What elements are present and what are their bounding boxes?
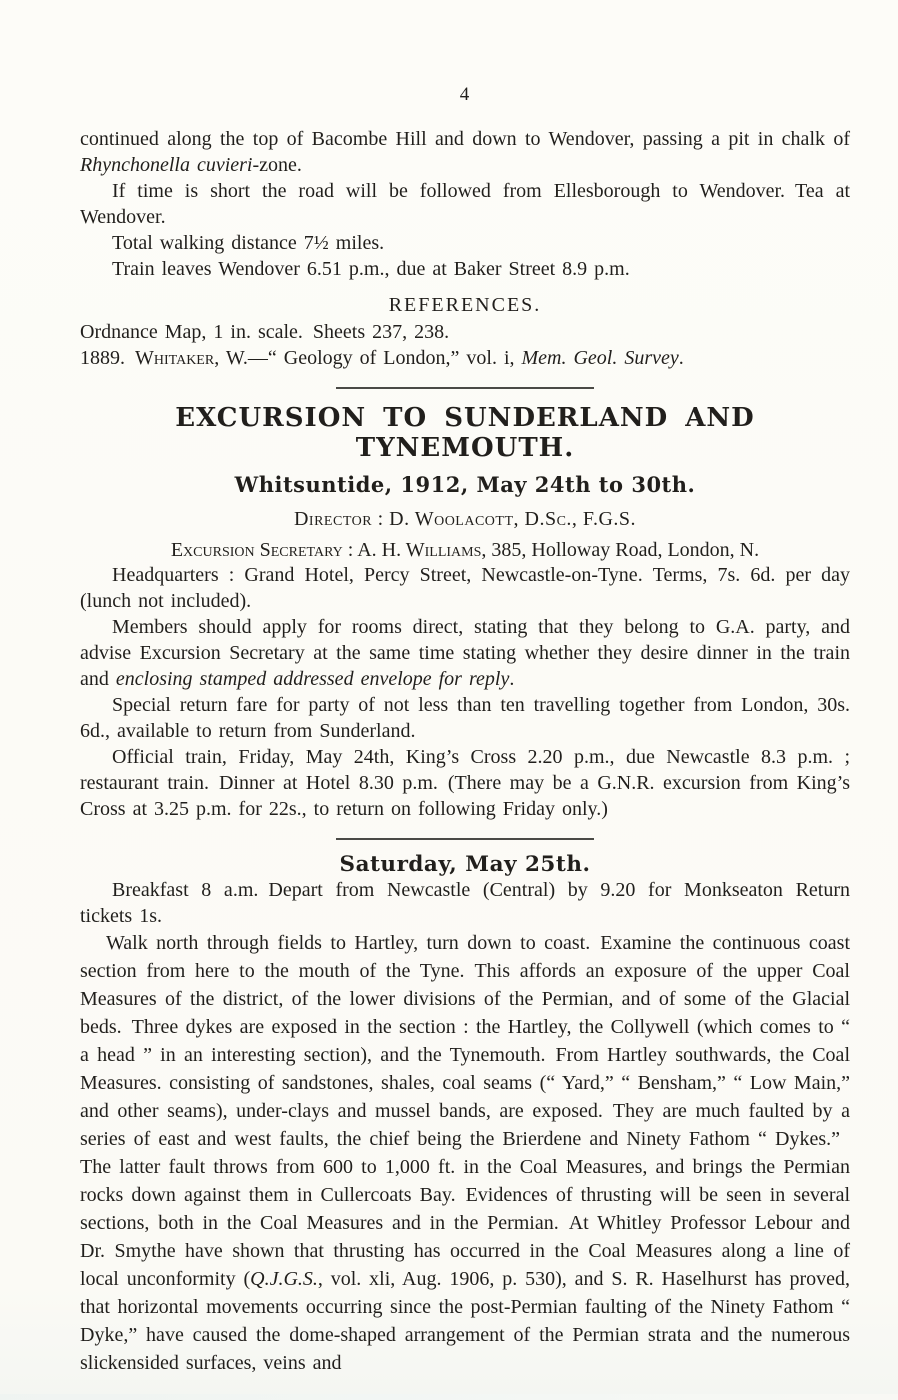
paragraph-train-times: Train leaves Wendover 6.51 p.m., due at Baker Street 8.9 p.m.: [112, 258, 630, 280]
paragraph-breakfast: Breakfast 8 a.m. Depart from Newcastle (Central) by 9.20 for Monkseaton Return tickets 1s.: [80, 879, 850, 927]
text-run: .: [678, 347, 684, 369]
saturday-heading: Saturday, May 25th.: [339, 852, 591, 877]
excursion-subtitle: Whitsuntide, 1912, May 24th to 30th.: [234, 472, 696, 497]
page-number: 4: [459, 84, 471, 105]
excursion-title: EXCURSION TO SUNDERLAND AND TYNEMOUTH.: [175, 403, 755, 463]
text-run: Walk north through fields to Hartley, turn down to coast. Examine the continuous coast section from here to the mouth of the Tyne. This affords an exposure of the upper Coal Measures of the district, of the lower divisions of the Permian, and of some of the Glacial beds. Three dykes are exposed in the section : the Hartley, the Collywell (which comes to “ a head ” in an interesting section), and the Tynemouth. From Hartley southwards, the Coal Measures. consisting of sandstones, shales, coal seams (“ Yard,” “ Bensham,” “ Low Main,” and other seams), under-clays and mussel bands, are exposed. They are much faulted by a series of east and west faults, the chief being the Brierdene and Ninety Fathom “ Dykes.” The latter fault throws from 600 to 1,000 ft. in the Coal Measures, and brings the Permian rocks down against them in Cullercoats Bay. Evidences of thrusting will be seen in several sections, both in the Coal Measures and in the Permian. At Whitley Professor Lebour and Dr. Smythe have shown that thrusting has occurred in the Coal Measures along a line of local unconformity (: [80, 932, 850, 1290]
paragraph-return-fare: Special return fare for party of not less than ten travelling together from London, 30s. 6d., available to return from Sunderland.: [80, 694, 850, 742]
reference-entry-map: Ordnance Map, 1 in. scale. Sheets 237, 238.: [80, 321, 450, 343]
paragraph-if-time: If time is short the road will be followed from Ellesborough to Wendover. Tea at Wendover.: [80, 180, 850, 228]
section-divider: [336, 387, 594, 389]
section-divider: [336, 838, 594, 840]
secretary-name: Excursion Secretary : A. H. Williams,: [170, 539, 487, 561]
paragraph-intro-continuation: [80, 126, 850, 178]
paragraph-walk-description: [80, 929, 850, 1377]
paragraph-headquarters: Headquarters : Grand Hotel, Percy Street, Newcastle-on-Tyne. Terms, 7s. 6d. per day (lunch not included).: [80, 564, 850, 612]
text-run: —“ Geology of London,” vol. i,: [247, 347, 522, 369]
director-line: Director : D. Woolacott, D.Sc., F.G.S.: [293, 508, 637, 530]
paragraph-members: [80, 614, 850, 692]
text-column: [80, 84, 850, 1377]
reference-author: Whitaker, W.: [135, 347, 248, 369]
secretary-address: 385, Holloway Road, London, N.: [486, 539, 760, 561]
text-run: , vol. xli, Aug. 1906, p. 530), and S. R. Haselhurst has proved, that horizontal movements occurring since the post-Permian faulting of the Ninety Fathom “ Dyke,” have caused the dome-shaped arrangement of the Permian strata and the numerous slickensided surfaces, veins and: [80, 1268, 850, 1374]
reference-entry-whitaker: [80, 345, 850, 371]
reference-year: 1889.: [80, 347, 135, 369]
text-run: continued along the top of Bacombe Hill and down to Wendover, passing a pit in chalk of: [80, 128, 850, 150]
italic-instruction: enclosing stamped addressed envelope for reply: [115, 668, 510, 690]
text-run: Members should apply for rooms direct, stating that they belong to G.A. party, and advise Excursion Secretary at the same time stating whether they desire dinner in the train and: [80, 616, 850, 690]
paragraph-official-train: Official train, Friday, May 24th, King’s Cross 2.20 p.m., due Newcastle 8.3 p.m. ; restaurant train. Dinner at Hotel 8.30 p.m. (There may be a G.N.R. excursion from King’s Cross at 3.25 p.m. for 22s., to return on following Friday only.): [80, 746, 850, 820]
secretary-line: [80, 539, 850, 562]
scan-edge-artifact: [0, 1394, 898, 1400]
italic-publication-title: Mem. Geol. Survey: [521, 347, 679, 369]
italic-journal-abbreviation: Q.J.G.S.: [250, 1268, 318, 1290]
text-run: -zone.: [252, 154, 302, 176]
references-heading: REFERENCES.: [388, 294, 542, 316]
paragraph-walking-distance: Total walking distance 7½ miles.: [112, 232, 385, 254]
text-run: .: [509, 668, 515, 690]
italic-species-name: Rhynchonella cuvieri: [80, 154, 253, 176]
